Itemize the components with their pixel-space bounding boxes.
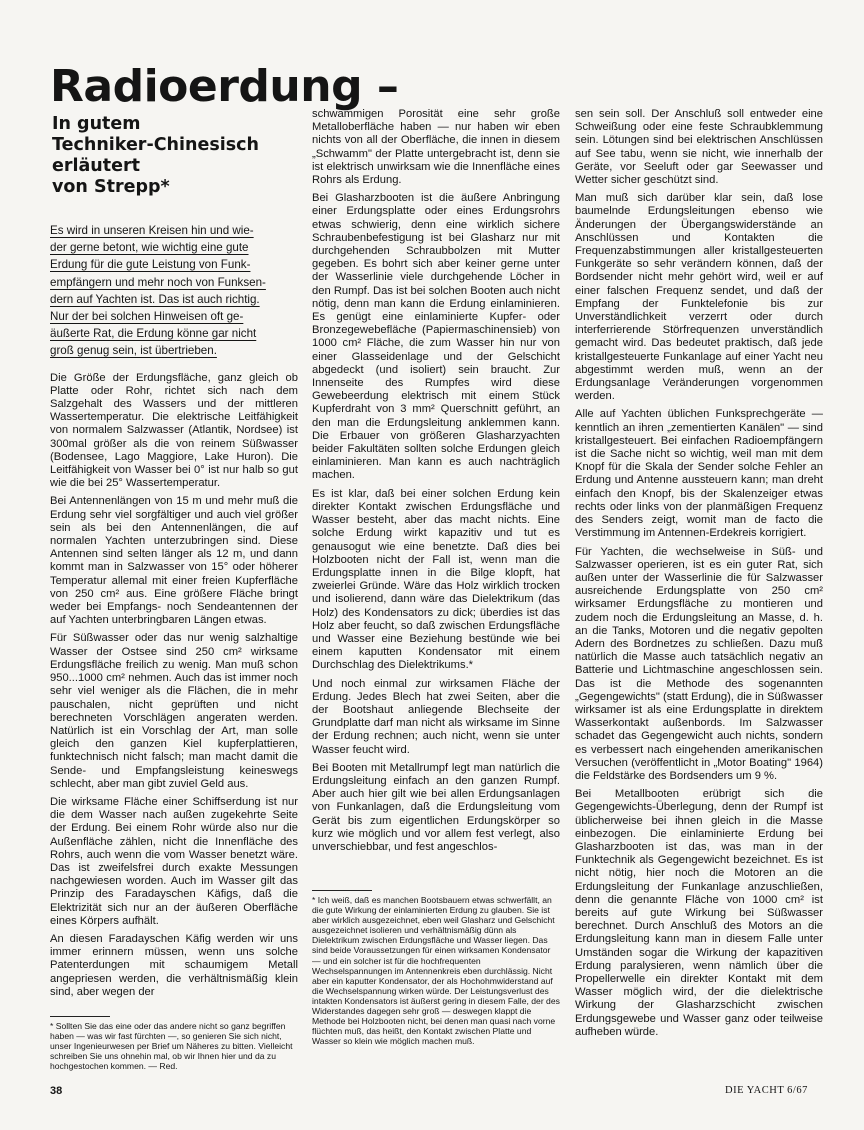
article-title: Radioerdung – <box>50 61 399 112</box>
body-paragraph: Bei Glasharzbooten ist die äußere Anbringung einer Erdungsplatte oder eines Erdungsrohrs etwas schwierig, denn eine wirklich sichere Schraubenbefestigung ist bei Glasharz nur mit durchgehenden Schraubbolzen mit Mutter gegeben. Es bohrt sich aber keiner gerne unter der Wasserlinie viele durchgehende Löcher in den Rumpf. Das ist bei solchen Booten auch nicht nötig, denn man kann die Erdung einlaminieren. Es genügt eine einlaminierte Kupfer- oder Bronzegewebefläche (Papiermaschinensieb) von 1000 cm² Fläche, die zum Wasser hin nur von einer Glasseidenlage und der Gelschicht abgedeckt (und isoliert) sein braucht. Zur Innenseite des Rumpfes wird diese Gewebeerdung elektrisch mit einem Stück Kupferdraht von 3 mm² Querschnitt geführt, an den man die Erdungsleitung anklemmen kann. Die Erbauer von größeren Glasharzyachten beider Fakultäten sollten solche Erdungen gleich einlaminieren. Man kann es auch nachträglich machen. <box>312 192 560 482</box>
column-3 <box>575 108 823 1070</box>
intro-line: empfängern und mehr noch von Funksen- <box>50 275 266 289</box>
page-number: 38 <box>50 1085 63 1097</box>
body-paragraph: sen sein soll. Der Anschluß soll entweder eine Schweißung oder eine feste Schraubklemmung sein. Lötungen sind bei elektrischen Anschlüssen auf See tabu, wenn sie nicht, wie innerhalb der Geräte, vor Seeluft oder gar Seewasser und Wetter sicher geschützt sind. <box>575 108 823 187</box>
article-subtitle: In gutem Techniker-Chinesisch erläutert von Strepp* <box>52 114 259 197</box>
intro-line: dern auf Yachten ist. Das ist auch richtig. <box>50 292 260 306</box>
body-paragraph: schwammigen Porosität eine sehr große Metalloberfläche haben — nur haben wir eben nichts von all der Oberfläche, die innen in diesem „Schwamm" der Platte untergebracht ist, denn sie ist elektrisch unwirksam wie die Innenfläche eines Rohrs als Erdung. <box>312 108 560 187</box>
intro-line: Es wird in unseren Kreisen hin und wie- <box>50 224 254 237</box>
intro-line: äußerte Rat, die Erdung könne gar nicht <box>50 327 257 341</box>
magazine-issue: DIE YACHT 6/67 <box>725 1085 808 1096</box>
body-paragraph: Es ist klar, daß bei einer solchen Erdung kein direkter Kontakt zwischen Erdungsfläche und Wasser besteht, aber das macht nichts. Eine solche Erdung wirkt kapazitiv und tut es genausogut wie eine benetzte. Daß dies bei Holzbooten nicht der Fall ist, wenn man die Erdungsplatte innen in die Bilge klopft, hat zweierlei Gründe. Wäre das Holz wirklich trocken und isolierend, dann wäre das Dielektrikum (das Holz) des Kondensators zu dick; überdies ist das Holz aber feucht, so daß zwischen Erdungsfläche und Wasser eine Beziehung bestünde wie bei einem kaputten Kondensator mit einem Durchschlag des Dielektrikums.* <box>312 487 560 672</box>
intro-paragraph <box>50 222 298 360</box>
intro-line: groß genug sein, ist übertrieben. <box>50 344 217 358</box>
body-paragraph: Und noch einmal zur wirksamen Fläche der Erdung. Jedes Blech hat zwei Seiten, aber die der Bootshaut anliegende Blechseite der Grundplatte darf man nicht als wirksame im Sinne der Erdung rechnen; auch nicht, wenn sie unter Wasser feucht wird. <box>312 677 560 756</box>
body-paragraph: Für Süßwasser oder das nur wenig salzhaltige Wasser der Ostsee sind 250 cm² wirksame Erdungsfläche freilich zu wenig. Man muß schon 950...1000 cm² nehmen. Auch das ist immer noch sehr viel weniger als die Flächen, die in mehr pauschalen, nicht geprüften und nicht berechneten Vorschlägen angeraten werden. Natürlich ist ein Vorschlag der Art, man solle gleich den ganzen Kiel kupferplattieren, funktechnisch nicht falsch; man macht damit die Sende- und Empfangsleistung keineswegs schlecht, aber man gibt zuviel Geld aus. <box>50 632 298 790</box>
intro-line: Nur der bei solchen Hinweisen oft ge- <box>50 310 244 324</box>
body-paragraph: Man muß sich darüber klar sein, daß lose baumelnde Erdungsleitungen ebenso wie Änderungen der Übergangswiderstände an Anschlüssen und Kontakten die Frequenzabstimmungen aller kristallgesteuerten Funkgeräte so sehr verändern können, daß der Bordsender nicht mehr gehört wird, weil er auf einer falschen Frequenz sendet, und daß der Empfang der Funktelefonie bis zur Unverständlichkeit verzerrt oder durch interferrierende Störfrequenzen unverständlich gemacht wird. Das bedeutet praktisch, daß jede kristallgesteuerte Funkanlage auf einer Yacht neu abgestimmt werden muß, wenn an der Erdungsanlage Veränderungen vorgenommen werden. <box>575 192 823 403</box>
body-paragraph: Bei Antennenlängen von 15 m und mehr muß die Erdung sehr viel sorgfältiger und auch viel größer sein als bei den Antennenlängen, die auf normalen Yachten unterzubringen sind. Diese Antennen sind selten länger als 12 m, und dann kommt man in Salzwasser von 15° oder höherer Temperatur allemal mit einer freien Kupferfläche von 250 cm² aus. Eine größere Fläche bringt weder bei Empfangs- noch Sendeantennen der auf Yachten unterbringbaren Längen etwas. <box>50 495 298 627</box>
footnote-editor <box>50 1014 298 1071</box>
body-paragraph: An diesen Faradayschen Käfig werden wir uns immer erinnern müssen, wenn uns solche Patenterdungen mit schaumigem Metall angepriesen werden, die verhältnismäßig klein sind, aber wegen der <box>50 932 298 998</box>
footnote-author <box>312 888 560 1046</box>
body-paragraph: Bei Metallbooten erübrigt sich die Gegengewichts-Überlegung, denn der Rumpf ist üblicherweise bei ihnen gleich in die Masse einbezogen. Die einlaminierte Erdung bei Glasharzbooten ist das, was man in der Funktechnik als Gegengewicht bezeichnet. Es ist nicht nötig, hier noch die Motoren an die Erdungsleitung der Funkanlage anzuschließen, denn die genannte Fläche von 1000 cm² ist bereits auf gute Wirkung bei Süßwasser berechnet. Durch Anschluß des Motors an die Erdungsleitung kann man in diesem Falle unter Umständen sogar die Wirkung der kapazitiven Erdung paralysieren, wenn nämlich über die Propellerwelle ein direkter Kontakt mit dem Wasser möglich wird, der die dielektrische Wirkung der Glasharzschicht zwischen Erdungsgewebe und Wasser ganz oder teilweise aufheben würde. <box>575 788 823 1038</box>
column-1 <box>50 222 298 1070</box>
footnote-text: * Sollten Sie das eine oder das andere nicht so ganz begriffen haben — was wir fast fürchten —, so genieren Sie sich nicht, unser Ingenieurwesen per Brief um Näheres zu bitten. Vielleicht schreiben Sie uns ohnehin mal, ob wir Ihnen hier und da zu hochgestochen kommen. — Red. <box>50 1021 293 1072</box>
body-paragraph: Alle auf Yachten üblichen Funksprechgeräte — kenntlich an ihren „zementierten Kanälen" — sind kristallgesteuert. Bei einfachen Radioempfängern ist die Sache nicht so wichtig, weil man mit dem Knopf für die Skala der Sender solche Fehler an Erdung und Antenne aussteuern kann; man dreht einfach den Knopf, bis der Skalenzeiger etwas rechts oder links von der planmäßigen Frequenz des Senders zeigt, womit man de facto die Verstimmung im Antennen-Erdekreis korrigiert. <box>575 408 823 540</box>
body-paragraph: Bei Booten mit Metallrumpf legt man natürlich die Erdungsleitung einfach an den ganzen Rumpf. Aber auch hier gilt wie bei allen Erdungsanlagen von Funkanlagen, daß die Erdungsleitung vom Gerät bis zum eigentlichen Erdungskörper so kurz wie möglich und vor allem fest verlegt, also unverschiebbar, und fest angeschlos- <box>312 761 560 853</box>
body-paragraph: Für Yachten, die wechselweise in Süß- und Salzwasser operieren, ist es ein guter Rat, sich außen unter der Wasserlinie die für Salzwasser ausreichende Erdungsplatte von 250 cm² wirksamer Erdungsfläche zu montieren und zudem noch die Erdungsleitung an Masse, d. h. an die Tanks, Motoren und die negativ gepolten Adern des Bordnetzes zu schließen. Dazu muß natürlich die Masse auch tatsächlich negativ an Batterie und Lichtmaschine angeschlossen sein. Das ist die Methode des sogenannten „Gegengewichts" (statt Erdung), die in Süßwasser wirksamer ist als eine Erdungsplatte in direktem Wasserkontakt außenbords. Im Salzwasser schadet das Gegengewicht auch nichts, sondern es verbessert nach eingehenden amerikanischen Versuchen (veröffentlicht in „Motor Boating" 1964) die Feldstärke des Bordsenders um 9 %. <box>575 545 823 782</box>
footnote-rule <box>312 890 372 891</box>
body-paragraph: Die Größe der Erdungsfläche, ganz gleich ob Platte oder Rohr, richtet sich nach dem Salzgehalt des Wassers und der mittleren Wassertemperatur. Die elektrische Leitfähigkeit von normalem Salzwasser (Atlantik, Nordsee) ist 300mal größer als die von reinem Süßwasser (Bodensee, Lago Maggiore, Lake Huron). Die Leitfähigkeit von Wasser bei 0° ist nur halb so gut wie die bei 25° Wassertemperatur. <box>50 371 298 490</box>
intro-line: der gerne betont, wie wichtig eine gute <box>50 241 249 255</box>
footnote-text: * Ich weiß, daß es manchen Bootsbauern etwas schwerfällt, an die gute Wirkung der einlaminierten Erdung zu glauben. Sie ist aber wirklich ausgezeichnet, eben weil Glasharz und Gelschicht ausgezeichnet isolieren und verhältnismäßig dünn als Dielektrikum zwischen Erdungsfläche und Wasser liegen. Das sind beide Voraussetzungen für einen wirksamen Kondensator — und ein solcher ist für die hochfrequenten Wechselspannungen im Antennenkreis eben durchlässig. Nicht aber ein kaputter Kondensator, der als Hochohmwiderstand auf die Wechselspannung wirken würde. Der Leistungsverlust des intakten Kondensators ist äußerst gering in diesem Falle, der des Widerstandes dagegen sehr groß — deswegen klappt die Methode bei Holzbooten nicht, bei denen man quasi nach vorne flüchten muß, das heißt, den Kontakt zwischen Platte und Wasser so klein wie möglich machen muß. <box>312 895 560 1047</box>
footnote-rule <box>50 1016 110 1017</box>
body-paragraph: Die wirksame Fläche einer Schiffserdung ist nur die dem Wasser nach außen zugekehrte Seite der Erdung. Bei einem Rohr würde also nur die Außenfläche zählen, nicht die Innenfläche des Rohrs, auch wenn die vom Wasser benetzt wäre. Das ist zweifelsfrei durch exakte Messungen nachgewiesen worden. Auch im Wasser gilt das Prinzip des Faradayschen Käfigs, daß die Elektrizität sich nur an der äußeren Oberfläche eines Körpers aufhält. <box>50 795 298 927</box>
intro-line: Erdung für die gute Leistung von Funk- <box>50 258 251 272</box>
